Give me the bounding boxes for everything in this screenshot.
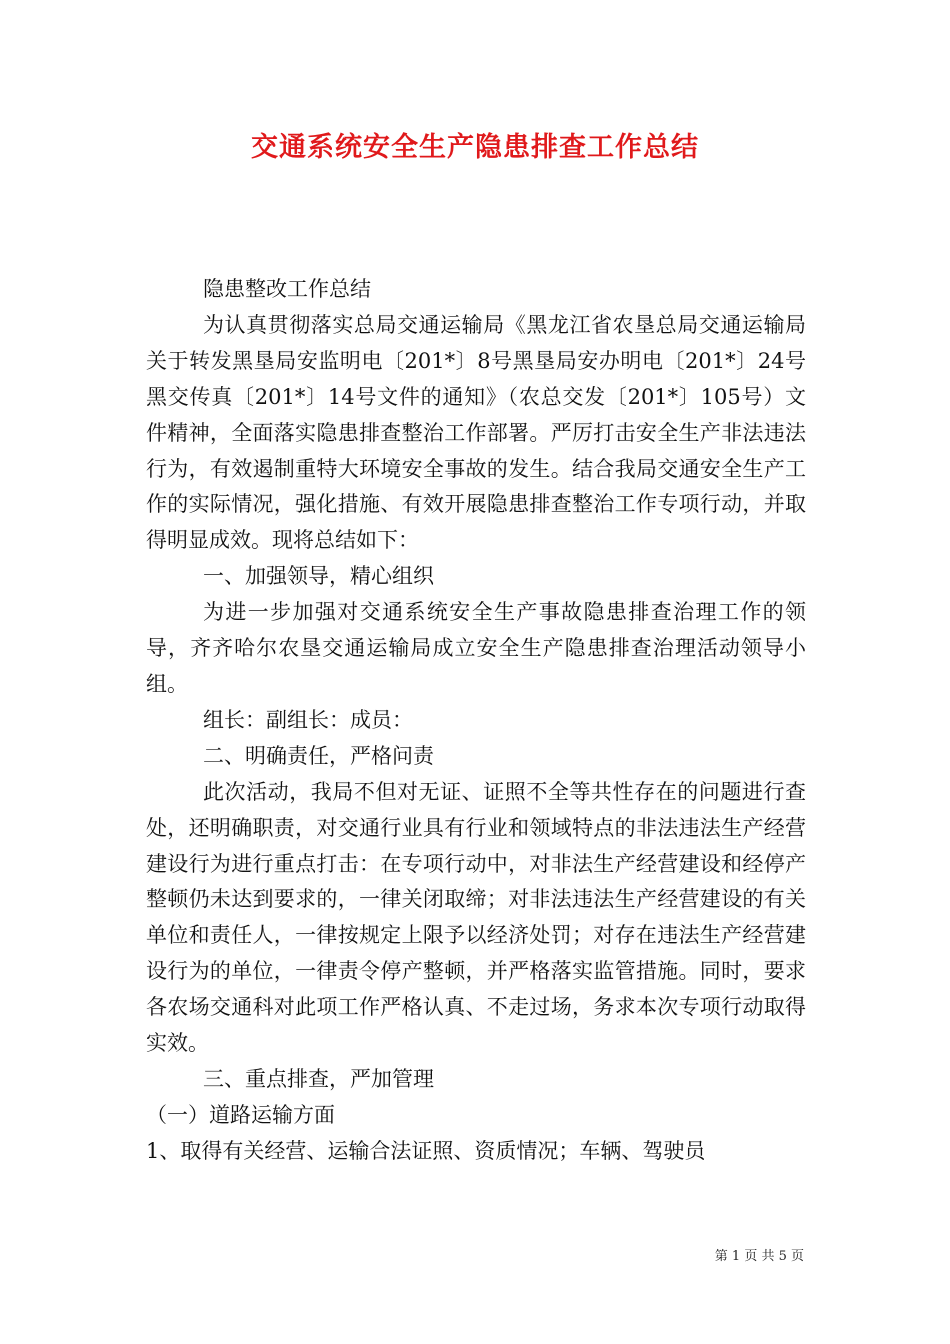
intro-paragraph: 为认真贯彻落实总局交通运输局《黑龙江省农垦总局交通运输局关于转发黑垦局安监明电〔201*〕8号黑垦局安办明电〔201*〕24号黑交传真〔201*〕14号文件的通知》（农总交发〔201*〕105号）文件精神，全面落实隐患排查整治工作部署。严厉打击安全生产非法违法行为，有效遏制重特大环境安全事故的发生。结合我局交通安全生产工作的实际情况，强化措施、有效开展隐患排查整治工作专项行动，并取得明显成效。现将总结如下： <box>146 312 806 553</box>
document-title: 交通系统安全生产隐患排查工作总结 <box>251 132 699 163</box>
members-line: 组长：副组长：成员： <box>203 707 413 732</box>
section-heading-3: 三、重点排查，严加管理 <box>203 1066 434 1091</box>
page-number: 第 1 页 共 5 页 <box>714 1249 804 1264</box>
section-heading-2: 二、明确责任，严格问责 <box>203 743 434 768</box>
responsibility-paragraph: 此次活动，我局不但对无证、证照不全等共性存在的问题进行查处，还明确职责，对交通行业具有行业和领域特点的非法违法生产经营建设行为进行重点打击：在专项行动中，对非法生产经营建设和经停产整顿仍未达到要求的，一律关闭取缔；对非法违法生产经营建设的有关单位和责任人，一律按规定上限予以经济处罚；对存在违法生产经营建设行为的单位，一律责令停产整顿，并严格落实监管措施。同时，要求各农场交通科对此项工作严格认真、不走过场，务求本次专项行动取得实效。 <box>146 779 806 1056</box>
list-item-1: 1、取得有关经营、运输合法证照、资质情况；车辆、驾驶员 <box>146 1138 706 1163</box>
subsection-heading-road: （一）道路运输方面 <box>146 1102 335 1127</box>
section-heading-summary: 隐患整改工作总结 <box>203 277 371 301</box>
document-body <box>146 272 806 1170</box>
leadership-paragraph: 为进一步加强对交通系统安全生产事故隐患排查治理工作的领导，齐齐哈尔农垦交通运输局成立安全生产隐患排查治理活动领导小组。 <box>146 600 806 696</box>
section-heading-1: 一、加强领导，精心组织 <box>203 564 434 589</box>
